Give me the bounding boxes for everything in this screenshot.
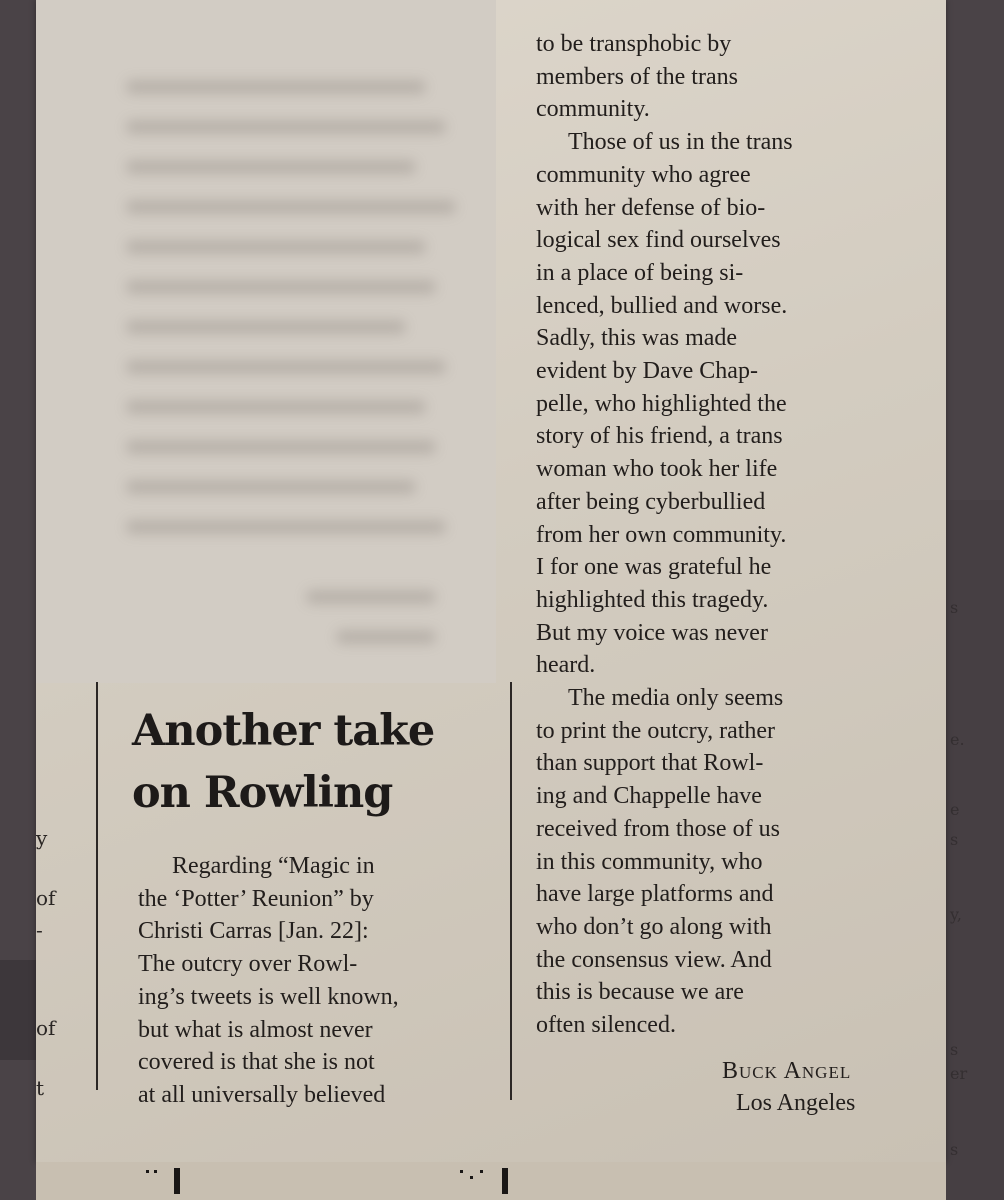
column-rule-left: [96, 682, 98, 1090]
headline-line: on Rowling: [132, 768, 393, 818]
text-line: in this community, who: [536, 848, 763, 875]
text-line: highlighted this tragedy.: [536, 586, 769, 613]
edge-text-fragment: of: [36, 886, 56, 910]
text-line: at all universally believed: [138, 1081, 386, 1108]
text-line: I for one was grateful he: [536, 554, 772, 581]
edge-text-fragment: of: [36, 1016, 56, 1040]
text-line: with her defense of bio-: [536, 194, 766, 221]
headline: [132, 700, 434, 824]
background-fragment: y,: [950, 905, 962, 924]
text-line: but what is almost never: [138, 1016, 373, 1043]
text-line: this is because we are: [536, 979, 744, 1006]
signature-location: Los Angeles: [736, 1090, 856, 1116]
letter-body-right-column: [536, 28, 793, 1042]
letter-body-left-column: [138, 850, 399, 1112]
text-line: who don’t go along with: [536, 913, 772, 940]
background-fragment: e: [950, 800, 960, 819]
text-line: story of his friend, a trans: [536, 423, 783, 450]
text-line: in a place of being si-: [536, 259, 744, 286]
text-line: Christi Carras [Jan. 22]:: [138, 918, 369, 945]
text-line: ing’s tweets is well known,: [138, 983, 399, 1010]
column-rule-right: [510, 682, 512, 1100]
text-line: received from those of us: [536, 815, 780, 842]
text-line: Regarding “Magic in: [172, 853, 375, 879]
text-line: to be transphobic by: [536, 31, 732, 57]
background-fragment: s: [950, 830, 959, 849]
text-line: to print the outcry, rather: [536, 717, 776, 744]
edge-text-fragment: -: [36, 918, 43, 942]
signature-name: Buck Angel: [722, 1058, 852, 1084]
text-line: the ‘Potter’ Reunion” by: [138, 885, 374, 912]
background-fragment: e.: [950, 730, 965, 749]
text-line: covered is that she is not: [138, 1049, 375, 1076]
background-shade-left: [0, 960, 36, 1060]
text-line: community who agree: [536, 161, 751, 188]
text-line: evident by Dave Chap-: [536, 358, 758, 385]
background-fragment: s: [950, 1040, 959, 1059]
text-line: often silenced.: [536, 1012, 676, 1039]
background-fragment: er: [950, 1064, 968, 1083]
text-line: logical sex find ourselves: [536, 227, 781, 254]
text-line: The media only seems: [568, 685, 784, 712]
text-line: have large platforms and: [536, 881, 774, 908]
text-line: the consensus view. And: [536, 946, 772, 973]
text-line: than support that Rowl-: [536, 750, 764, 777]
edge-text-fragment: t: [36, 1076, 45, 1100]
text-line: heard.: [536, 652, 596, 679]
redacted-blurred-region: [36, 0, 496, 683]
background-fragment: s: [950, 1140, 959, 1159]
text-line: ing and Chappelle have: [536, 783, 762, 810]
text-line: But my voice was never: [536, 619, 768, 646]
edge-text-fragment: y: [36, 826, 48, 850]
headline-line: Another take: [132, 706, 435, 756]
background-fragment: s: [950, 598, 959, 617]
text-line: after being cyberbullied: [536, 488, 766, 515]
print-registration-marks: [130, 1164, 530, 1200]
text-line: Sadly, this was made: [536, 325, 738, 352]
text-line: woman who took her life: [536, 456, 778, 483]
text-line: lenced, bullied and worse.: [536, 292, 788, 319]
text-line: community.: [536, 96, 650, 123]
text-line: pelle, who highlighted the: [536, 390, 787, 417]
text-line: Those of us in the trans: [568, 129, 793, 156]
text-line: members of the trans: [536, 63, 738, 90]
text-line: The outcry over Rowl-: [138, 951, 358, 978]
text-line: from her own community.: [536, 521, 787, 548]
